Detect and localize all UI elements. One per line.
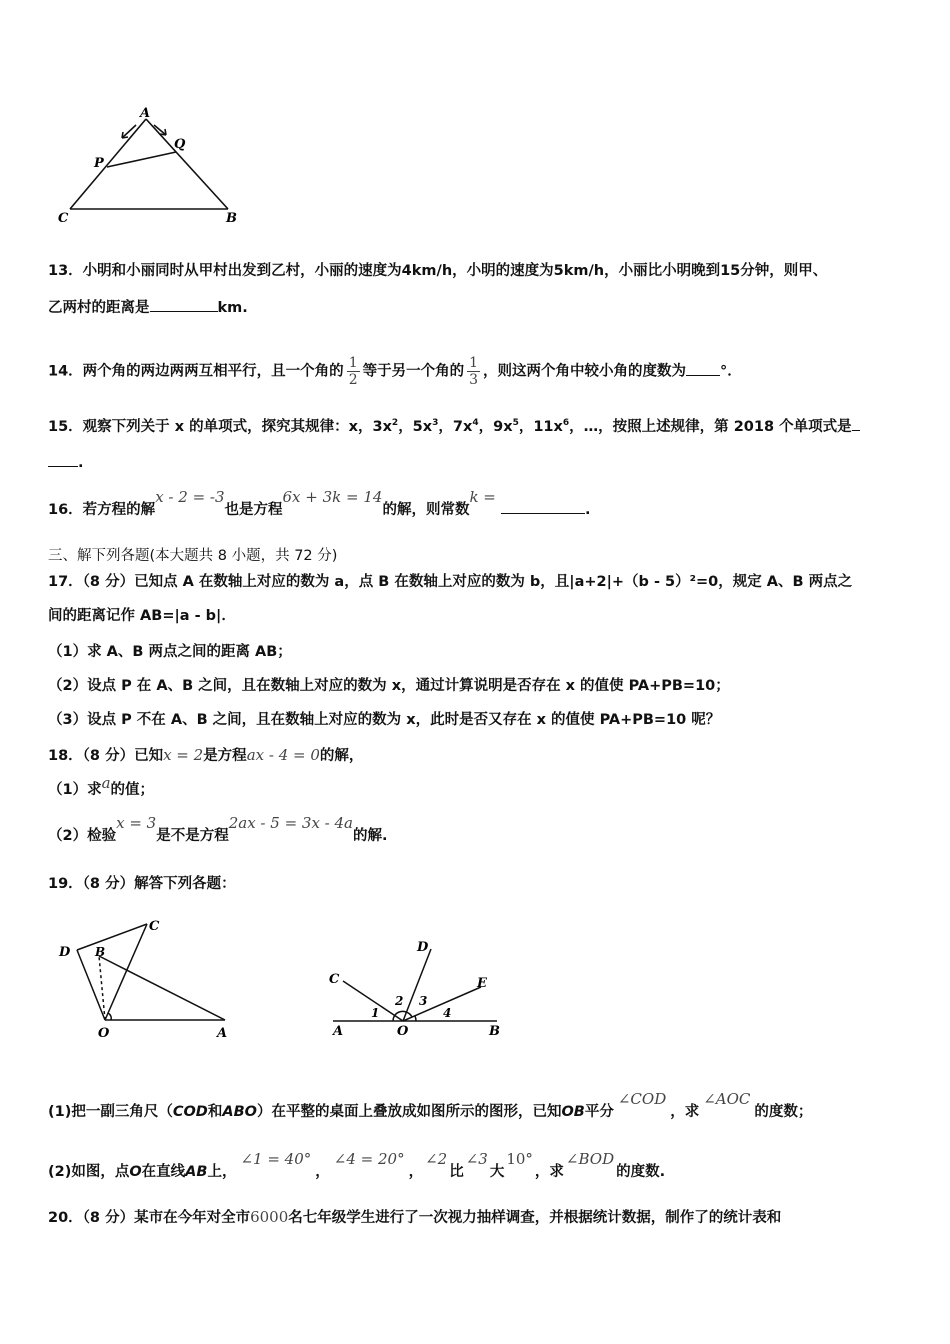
equation-2ax-minus-5: 2ax - 5 = 3x - 4a (228, 814, 353, 832)
q19-p2-on: 在直线 (141, 1164, 186, 1180)
fig1-label-b: B (95, 945, 106, 959)
angle-4-equals-20: ∠4 = 20° (333, 1150, 405, 1168)
angle-3: ∠3 (465, 1150, 488, 1168)
question-17-line2: 间的距离记作 AB=|a - b|． (48, 608, 236, 624)
q15-exp-3: 4 (472, 418, 479, 428)
question-20 (48, 1207, 781, 1228)
q20-prefix: 20．（8 分）某市在今年对全市 (48, 1210, 251, 1226)
q15-answer-blank-start[interactable] (852, 416, 860, 431)
q15-term-2: ，5x (398, 419, 433, 435)
q20-number: 6000 (250, 1208, 289, 1226)
q18-prefix: 18．（8 分）已知 (48, 748, 164, 764)
side-ab (146, 119, 228, 209)
q19-sep-1: ， (315, 1164, 330, 1180)
question-17-part3: （3）设点 P 不在 A、B 之间，且在数轴上对应的数为 x，此时是否又存在 x 的值使 PA+PB=10 呢？ (48, 712, 721, 728)
segment-oc (105, 924, 147, 1020)
q19-p1-prefix: (1)把一副三角尺（ (48, 1104, 173, 1120)
fraction-one-third: $\frac{1}{3}$ (469, 355, 479, 388)
question-19-title: 19．（8 分）解答下列各题： (48, 876, 236, 892)
q19-point-o: O (129, 1164, 142, 1180)
q13-answer-blank[interactable] (150, 297, 218, 312)
q15-term-3: ，7x (438, 419, 473, 435)
fig1-label-c: C (149, 919, 160, 934)
q19-ob: OB (561, 1104, 585, 1120)
question-16 (48, 488, 591, 520)
equation-ax-minus-4: ax - 4 = 0 (246, 746, 320, 764)
variable-a: a (101, 774, 111, 792)
q19-bisect: 平分 (584, 1104, 614, 1120)
q19-p1-mid: ）在平整的桌面上叠放成如图所示的图形，已知 (256, 1104, 562, 1120)
q18-p2-middle: 是不是方程 (156, 828, 229, 844)
label-c: C (58, 211, 69, 226)
q19-bi: 比 (449, 1164, 464, 1180)
q18-suffix: 的解， (319, 748, 364, 764)
q18-p2-suffix: 的解. (353, 828, 388, 844)
q18-p1-suffix: 的值； (110, 782, 155, 798)
segment-dc (77, 924, 147, 950)
q15-suffix: ，…，按照上述规律，第 2018 个单项式是 (569, 419, 852, 435)
question-17-line1: 17．（8 分）已知点 A 在数轴上对应的数为 a，点 B 在数轴上对应的数为 b，且|a+2|+（b - 5）²=0，规定 A、B 两点之 (48, 574, 853, 590)
q15-exp-4: 5 (512, 418, 519, 428)
q18-p2-prefix: （2）检验 (48, 828, 117, 844)
q14-answer-blank[interactable] (686, 361, 720, 376)
segment-od (77, 950, 105, 1020)
q19-and: 和 (207, 1104, 223, 1120)
question-19-part1 (48, 1090, 813, 1122)
question-19-part2 (48, 1150, 666, 1182)
question-18 (48, 745, 363, 766)
triangle-rulers-figure (55, 912, 240, 1042)
question-15-line1 (48, 416, 860, 439)
question-15-line2 (48, 452, 84, 473)
fig1-label-o: O (98, 1026, 110, 1041)
q15-prefix: 15．观察下列关于 x 的单项式，探究其规律：x，3x (48, 419, 392, 435)
q14-suffix-b: °． (720, 363, 742, 380)
q19-sep-2: ， (408, 1164, 424, 1180)
variable-k: k = (469, 488, 496, 506)
q16-answer-blank[interactable] (501, 499, 585, 514)
fig2-label-e: E (477, 976, 487, 991)
segment-ba (99, 956, 225, 1020)
q15-answer-blank[interactable] (48, 452, 78, 467)
fig2-label-o: O (397, 1024, 409, 1039)
ten-degrees: 10° (506, 1150, 533, 1168)
fig2-angle-4: 4 (443, 1006, 452, 1020)
q15-end: . (78, 455, 84, 471)
angle-aoc: ∠AOC (703, 1090, 751, 1108)
equation-x-equals-2: x = 2 (163, 746, 204, 764)
q14-middle: 等于另一个角的 (362, 363, 465, 380)
q19-p1-end: 的度数； (754, 1104, 813, 1120)
arrow-p-direction (122, 125, 136, 138)
fig2-label-d: D (417, 940, 429, 955)
q19-p2-up: 上， (207, 1164, 237, 1180)
equation-6x-plus-3k: 6x + 3k = 14 (282, 488, 383, 506)
q15-term-5: ，11x (518, 419, 563, 435)
label-b: B (226, 211, 237, 226)
question-17-part2: （2）设点 P 在 A、B 之间，且在数轴上对应的数为 x，通过计算说明是否存在 x 的值使 PA+PB=10； (48, 678, 730, 694)
triangle-apq-figure (50, 105, 250, 230)
label-q: Q (174, 137, 186, 152)
q16-suffix: 的解，则常数 (382, 502, 470, 518)
segment-ob (99, 956, 105, 1020)
q19-cod: COD (172, 1104, 208, 1120)
angle-mark-2 (395, 1011, 406, 1015)
q19-da: 大 (489, 1164, 505, 1180)
segment-pq (107, 152, 176, 167)
angle-cod: ∠COD (617, 1090, 667, 1108)
question-14 (48, 355, 742, 388)
angle-mark-1 (393, 1015, 395, 1021)
side-ac (70, 119, 146, 209)
question-18-part2 (48, 814, 388, 846)
equation-x-equals-3: x = 3 (116, 814, 157, 832)
q19-p2-prefix: (2)如图，点 (48, 1164, 130, 1180)
label-a: A (140, 106, 151, 121)
q20-suffix: 名七年级学生进行了一次视力抽样调查，并根据统计数据，制作了的统计表和 (288, 1210, 782, 1226)
label-p: P (94, 156, 104, 171)
fig1-label-d: D (59, 945, 71, 960)
q16-middle: 也是方程 (224, 502, 283, 518)
q14-suffix-a: ，则这两个角中较小角的度数为 (483, 363, 687, 380)
q15-exp-1: 2 (391, 418, 399, 428)
equation-x-minus-2: x - 2 = -3 (155, 488, 225, 506)
angle-2: ∠2 (425, 1150, 448, 1168)
q13-prefix: 乙两村的距离是 (48, 300, 150, 316)
q19-p2-ask: ，求 (534, 1164, 564, 1180)
q14-prefix: 14．两个角的两边两两互相平行，且一个角的 (48, 363, 344, 380)
fig1-label-a: A (217, 1026, 228, 1041)
fig2-angle-1: 1 (371, 1006, 380, 1020)
q15-exp-5: 6 (562, 418, 570, 428)
question-17-part1: （1）求 A、B 两点之间的距离 AB； (48, 644, 292, 660)
question-13-line1: 13．小明和小丽同时从甲村出发到乙村，小丽的速度为4km/h，小明的速度为5km/h，小丽比小明晚到15分钟，则甲、 (48, 263, 828, 279)
angle-mark-o (108, 1013, 111, 1020)
section-3-title: 三、解下列各题(本大题共 8 小题，共 72 分) (48, 548, 338, 564)
fig2-label-c: C (329, 972, 340, 987)
angle-1-equals-40: ∠1 = 40° (240, 1150, 312, 1168)
question-18-part1 (48, 774, 155, 800)
q19-line-ab: AB (185, 1164, 208, 1180)
q13-suffix: km. (217, 300, 248, 316)
q18-p1-prefix: （1）求 (48, 782, 102, 798)
q19-p1-ask: ，求 (670, 1104, 700, 1120)
q16-end: . (584, 502, 591, 518)
q19-abo: ABO (222, 1104, 257, 1120)
fig2-label-b: B (489, 1024, 500, 1039)
q15-term-4: ，9x (478, 419, 513, 435)
fig2-angle-2: 2 (395, 994, 404, 1008)
fig2-angle-3: 3 (419, 994, 428, 1008)
q19-p2-end: 的度数. (616, 1164, 666, 1180)
angle-mark-3 (406, 1012, 412, 1017)
question-13-line2 (48, 297, 248, 318)
angles-on-line-figure (325, 935, 510, 1040)
q16-prefix: 16．若方程的解 (48, 502, 156, 518)
q18-middle: 是方程 (203, 748, 247, 764)
fig2-label-a: A (333, 1024, 344, 1039)
angle-bod: ∠BOD (565, 1150, 615, 1168)
q15-exp-2: 3 (432, 418, 439, 428)
fraction-one-half: $\frac{1}{2}$ (348, 355, 358, 388)
